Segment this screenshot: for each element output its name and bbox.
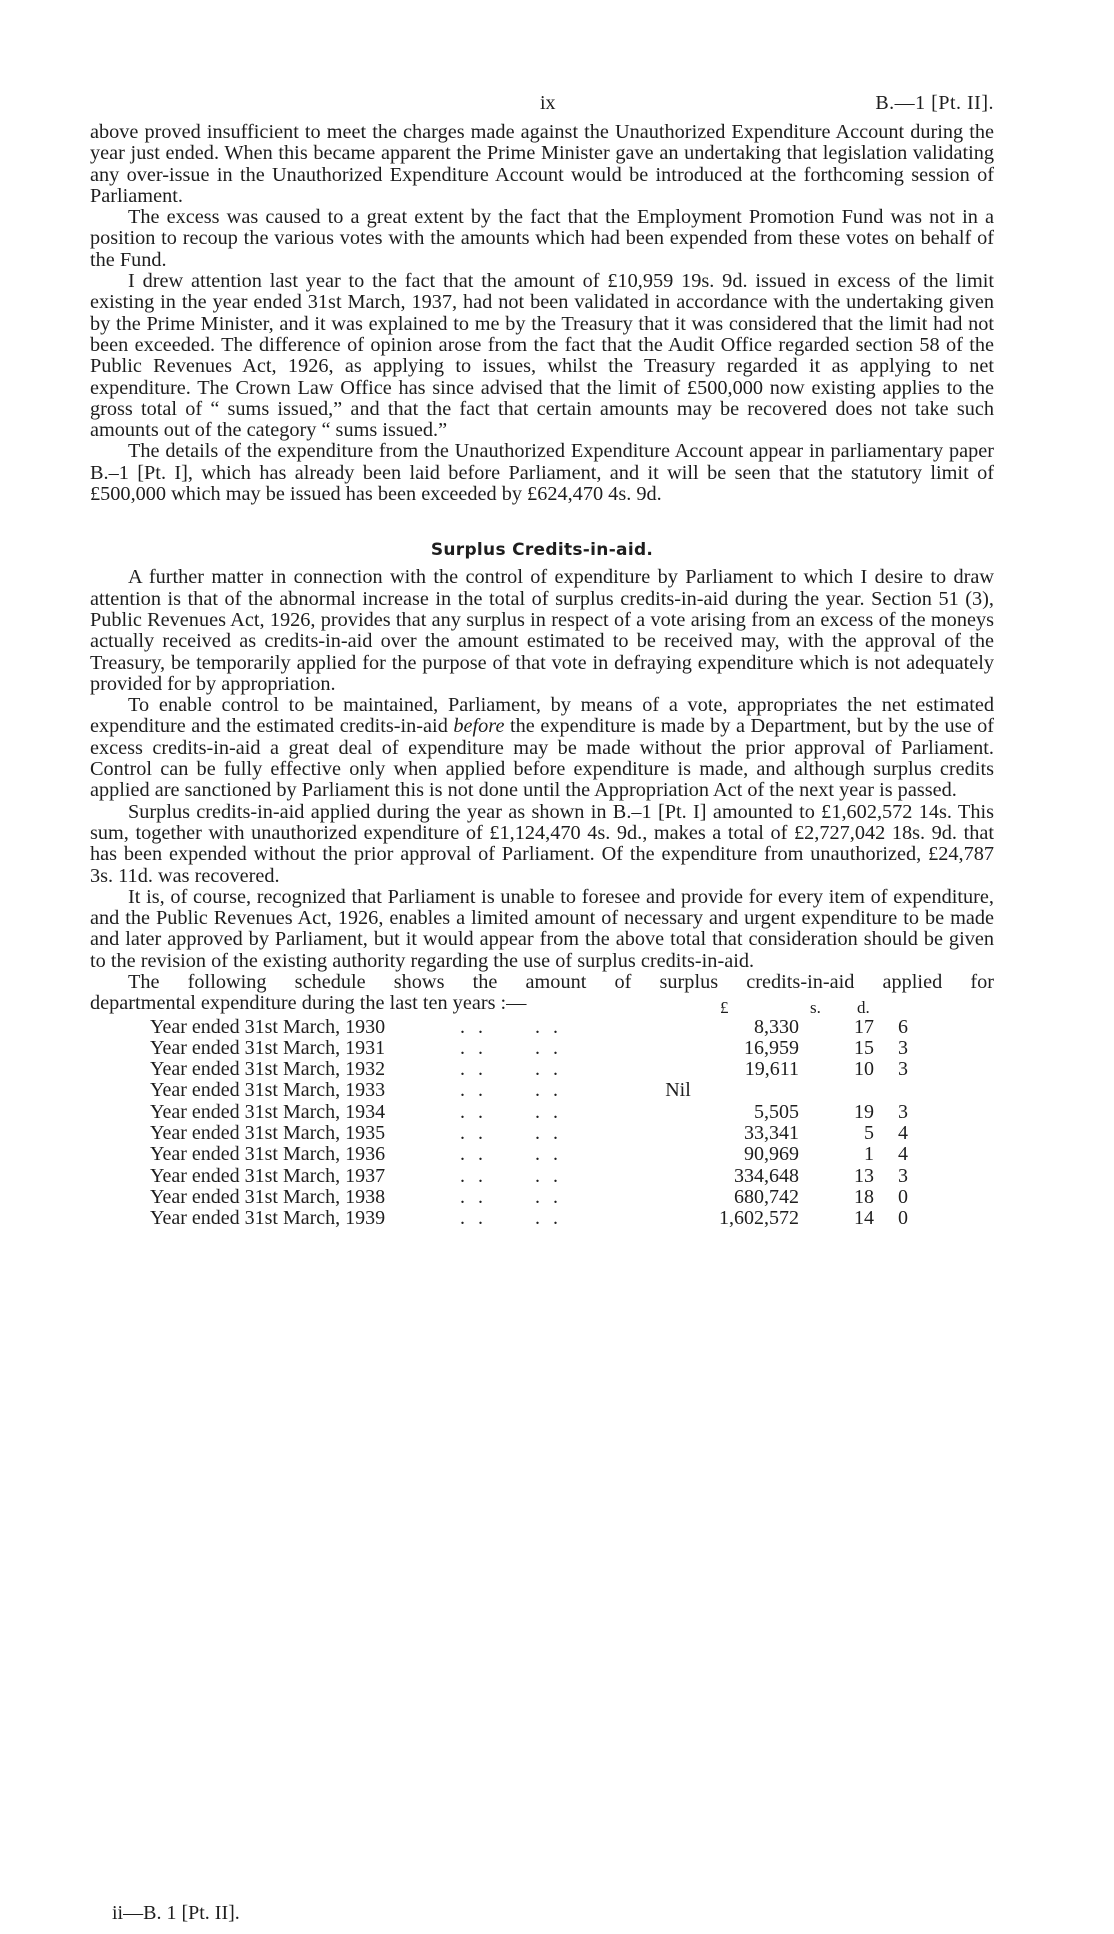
schedule-table bbox=[90, 1017, 994, 1230]
schedule-intro-line-1: The following schedule shows the amount of surplus credits-in-aid applied for bbox=[128, 970, 994, 993]
schedule-year-label: Year ended 31st March, 1938 bbox=[150, 1185, 386, 1208]
schedule-intro bbox=[90, 970, 994, 1018]
schedule-row bbox=[90, 1038, 994, 1059]
leader-dots: . . bbox=[535, 1079, 562, 1102]
schedule-row bbox=[90, 1080, 994, 1101]
leader-dots: . . bbox=[535, 1185, 562, 1208]
amount-pence: 0 bbox=[898, 1185, 908, 1208]
amount-pence: 4 bbox=[898, 1143, 908, 1166]
schedule-row bbox=[90, 1166, 994, 1187]
leader-dots: . . bbox=[460, 1207, 487, 1230]
schedule-row bbox=[90, 1187, 994, 1208]
amount-pence: 3 bbox=[898, 1058, 908, 1081]
amount-pounds: 8,330 bbox=[754, 1015, 799, 1038]
schedule-row bbox=[90, 1208, 994, 1229]
amount-shillings: 19 bbox=[854, 1100, 874, 1123]
amount-pounds: 1,602,572 bbox=[719, 1207, 799, 1230]
paragraph-text-before: To enable control to be maintained, Parliament, by means of a vote, appropriates the net estimated expenditure and the estimated credits-in-aid bbox=[90, 694, 994, 738]
amount-shillings: 14 bbox=[854, 1207, 874, 1230]
schedule-row bbox=[90, 1102, 994, 1123]
page-header bbox=[90, 92, 994, 122]
schedule-year-label: Year ended 31st March, 1935 bbox=[150, 1122, 386, 1145]
amount-pounds: 5,505 bbox=[754, 1100, 799, 1123]
schedule-year-label: Year ended 31st March, 1937 bbox=[150, 1164, 386, 1187]
leader-dots: . . bbox=[535, 1143, 562, 1166]
document-reference: B.—1 [Pt. II]. bbox=[875, 92, 994, 114]
column-header-pounds: £ bbox=[720, 998, 729, 1018]
amount-shillings: 10 bbox=[854, 1058, 874, 1081]
amount-pence: 0 bbox=[898, 1207, 908, 1230]
amount-pence: 4 bbox=[898, 1122, 908, 1145]
amount-nil: Nil bbox=[665, 1079, 691, 1102]
paragraph-recognition: It is, of course, recognized that Parliament is unable to foresee and provide for every item of expenditure, and the Public Revenues Act, 1926, enables a limited amount of necessary and urgent expenditure to be made and later approved by Parliament, but it would appear from the above total that consideration should be given to the revision of the existing authority regarding the use of surplus credits-in-aid. bbox=[90, 885, 994, 972]
schedule-year-label: Year ended 31st March, 1932 bbox=[150, 1058, 386, 1081]
leader-dots: . . bbox=[460, 1122, 487, 1145]
column-header-pence: d. bbox=[857, 998, 870, 1018]
schedule-intro-line-2 bbox=[90, 992, 994, 1018]
paragraph-surplus-credits-intro: A further matter in connection with the control of expenditure by Parliament to which I desire to draw attention is that of the abnormal increase in the total of surplus credits-in-aid during the year. Section 51 (3), Public Revenues Act, 1926, provides that any surplus in respect of a vote arising from an excess of the moneys actually received as credits-in-aid over the amount estimated to be received may, with the approval of the Treasury, be temporarily applied for the purpose of that vote in defraying expenditure which is not adequately provided for by appropriation. bbox=[90, 566, 994, 695]
paragraph-text-after: the expenditure is made by a Department, but by the use of excess credits-in-aid a great deal of expenditure may be made without the prior approval of Parliament. Control can be fully effective only when applied before expenditure is made, and although surplus credits applied are sanctioned by Parliament this is not done until the Appropriation Act of the next year is passed. bbox=[90, 715, 994, 802]
schedule-row bbox=[90, 1059, 994, 1080]
amount-pounds: 19,611 bbox=[744, 1058, 799, 1081]
footer-reference: ii—B. 1 [Pt. II]. bbox=[112, 1902, 240, 1924]
paragraph-continuation: above proved insufficient to meet the charges made against the Unauthorized Expenditure Account during the year just ended. When this became apparent the Prime Minister gave an undertaking that legislation validating any over-issue in the Unauthorized Expenditure Account would be introduced at the forthcoming session of Parliament. bbox=[90, 121, 994, 207]
paragraph-surplus-amount: Surplus credits-in-aid applied during the year as shown in B.–1 [Pt. I] amounted to £1,602,572 14s. This sum, together with unauthorized expenditure of £1,124,470 4s. 9d., makes a total of £2,727,042 18s. 9d. that has been expended without the prior approval of Parliament. Of the expenditure from unauthorized, £24,787 3s. 11d. was recovered. bbox=[90, 800, 994, 887]
leader-dots: . . bbox=[535, 1164, 562, 1187]
leader-dots: . . bbox=[535, 1207, 562, 1230]
leader-dots: . . bbox=[535, 1036, 562, 1059]
leader-dots: . . bbox=[460, 1036, 487, 1059]
leader-dots: . . bbox=[535, 1100, 562, 1123]
schedule-row bbox=[90, 1017, 994, 1038]
leader-dots: . . bbox=[460, 1185, 487, 1208]
schedule-intro-line-2-text: departmental expenditure during the last ten years :— bbox=[90, 992, 527, 1015]
leader-dots: . . bbox=[535, 1058, 562, 1081]
amount-shillings: 1 bbox=[864, 1143, 874, 1166]
leader-dots: . . bbox=[460, 1015, 487, 1038]
amount-shillings: 17 bbox=[854, 1015, 874, 1038]
amount-shillings: 5 bbox=[864, 1122, 874, 1145]
document-page bbox=[90, 92, 994, 1230]
schedule-year-label: Year ended 31st March, 1939 bbox=[150, 1207, 386, 1230]
leader-dots: . . bbox=[535, 1015, 562, 1038]
paragraph-excess-cause: The excess was caused to a great extent by the fact that the Employment Promotion Fund was not in a position to recoup the various votes with the amounts which had been expended from these votes on behalf of the Fund. bbox=[90, 206, 994, 271]
schedule-row bbox=[90, 1123, 994, 1144]
amount-shillings: 13 bbox=[854, 1164, 874, 1187]
paragraph-limit-opinion: I drew attention last year to the fact that the amount of £10,959 19s. 9d. issued in excess of the limit existing in the year ended 31st March, 1937, had not been validated in accordance with the undertaking given by the Prime Minister, and it was explained to me by the Treasury that it was considered that the limit had not been exceeded. The difference of opinion arose from the fact that the Audit Office regarded section 58 of the Public Revenues Act, 1926, as applying to issues, whilst the Treasury regarded it as applying to net expenditure. The Crown Law Office has since advised that the limit of £500,000 now existing applies to the gross total of “ sums issued,” and that the fact that certain amounts may be recovered does not take such amounts out of the category “ sums issued.” bbox=[90, 270, 994, 442]
leader-dots: . . bbox=[460, 1079, 487, 1102]
paragraph-expenditure-details: The details of the expenditure from the Unauthorized Expenditure Account appear in parliamentary paper B.–1 [Pt. I], which has already been laid before Parliament, and it will be seen that the statutory limit of £500,000 which may be issued has been exceeded by £624,470 4s. 9d. bbox=[90, 440, 994, 506]
emphasis-before: before bbox=[453, 715, 505, 738]
amount-shillings: 18 bbox=[854, 1185, 874, 1208]
schedule-year-label: Year ended 31st March, 1930 bbox=[150, 1015, 386, 1038]
amount-pence: 6 bbox=[898, 1015, 908, 1038]
schedule-year-label: Year ended 31st March, 1936 bbox=[150, 1143, 386, 1166]
paragraph-control-maintained bbox=[90, 695, 994, 801]
leader-dots: . . bbox=[460, 1143, 487, 1166]
leader-dots: . . bbox=[460, 1100, 487, 1123]
schedule-row bbox=[90, 1144, 994, 1165]
schedule-year-label: Year ended 31st March, 1934 bbox=[150, 1100, 386, 1123]
amount-pounds: 90,969 bbox=[744, 1143, 799, 1166]
amount-pence: 3 bbox=[898, 1164, 908, 1187]
column-header-shillings: s. bbox=[810, 998, 821, 1018]
schedule-year-label: Year ended 31st March, 1931 bbox=[150, 1036, 386, 1059]
amount-pounds: 33,341 bbox=[744, 1122, 799, 1145]
amount-pence: 3 bbox=[898, 1100, 908, 1123]
schedule-year-label: Year ended 31st March, 1933 bbox=[150, 1079, 386, 1102]
amount-pounds: 16,959 bbox=[744, 1036, 799, 1059]
section-heading: Surplus Credits-in-aid. bbox=[430, 540, 654, 561]
leader-dots: . . bbox=[460, 1058, 487, 1081]
leader-dots: . . bbox=[535, 1122, 562, 1145]
leader-dots: . . bbox=[460, 1164, 487, 1187]
page-number: ix bbox=[540, 92, 556, 114]
amount-pounds: 334,648 bbox=[734, 1164, 799, 1187]
amount-shillings: 15 bbox=[854, 1036, 874, 1059]
amount-pounds: 680,742 bbox=[734, 1185, 799, 1208]
amount-pence: 3 bbox=[898, 1036, 908, 1059]
